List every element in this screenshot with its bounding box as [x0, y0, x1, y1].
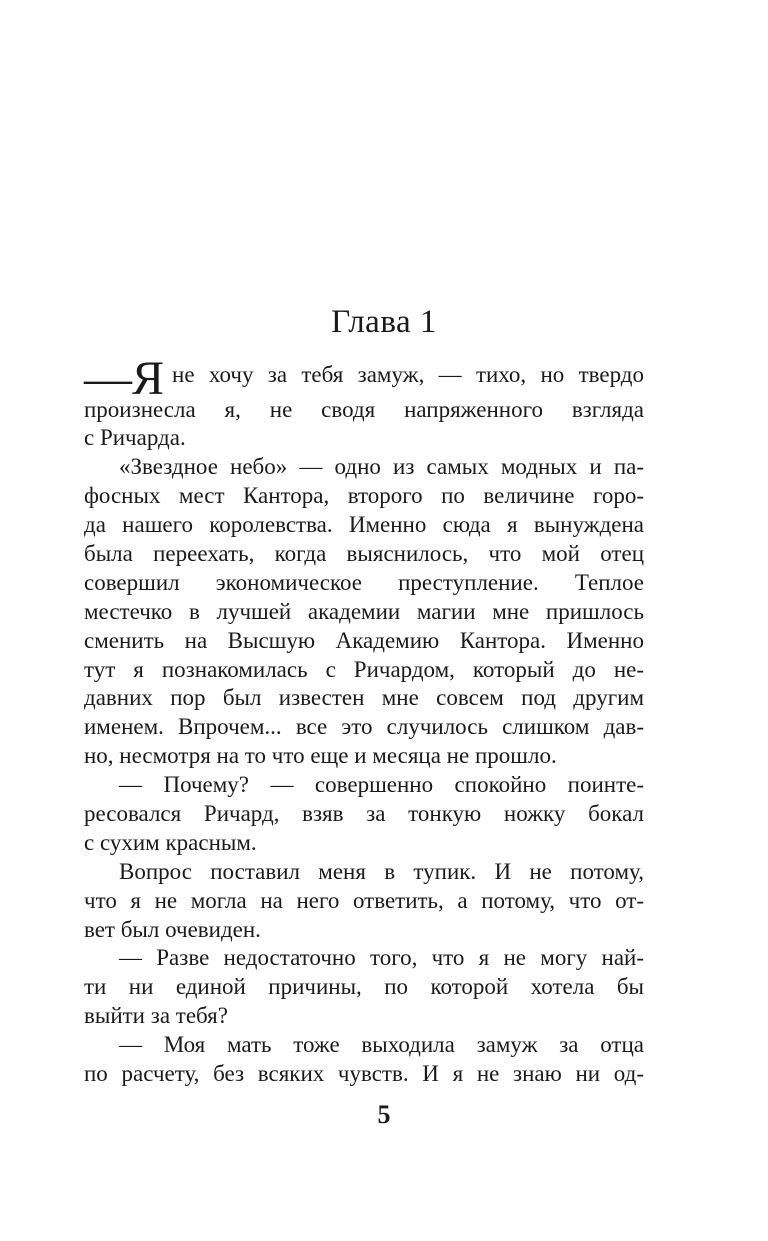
text-line: [84, 352, 644, 405]
text-line: [84, 1002, 644, 1031]
text-line-content: но, несмотря на то что еще и месяца не прошло.: [84, 743, 557, 769]
text-line: [84, 742, 644, 771]
text-line-content: была переехать, когда выяснилось, что мой отец: [84, 540, 644, 566]
text-line-content: — Разве недостаточно того, что я не могу най-: [119, 945, 644, 971]
text-line: [84, 482, 644, 511]
text-line: [84, 511, 644, 540]
drop-cap: —Я: [84, 352, 165, 405]
text-line-content: с сухим красным.: [84, 829, 257, 855]
text-line: [84, 453, 644, 482]
text-line: [84, 396, 644, 425]
text-line-content: ти ни единой причины, по которой хотела бы: [84, 974, 644, 1000]
text-line: [84, 540, 644, 569]
text-line-content: вет был очевиден.: [84, 916, 261, 942]
text-line: [84, 800, 644, 829]
text-line-content: «Звездное небо» — одно из самых модных и па-: [119, 454, 644, 480]
text-line: [84, 1031, 644, 1060]
text-line-content: что я не могла на него ответить, а потому, что от-: [84, 887, 644, 913]
text-line-content: не хочу за тебя замуж, — тихо, но твердо: [172, 362, 644, 387]
text-line-content: именем. Впрочем... все это случилось слишком дав-: [84, 714, 644, 740]
text-line-content: по расчету, без всяких чувств. И я не знаю ни од-: [84, 1060, 644, 1086]
text-line: [84, 916, 644, 945]
text-line-content: ресовался Ричард, взяв за тонкую ножку бокал: [84, 800, 644, 826]
text-line: [84, 424, 644, 453]
body-text: [84, 354, 644, 1089]
text-line: [84, 1060, 644, 1089]
page-number: 5: [377, 1100, 391, 1129]
text-line-content: Вопрос поставил меня в тупик. И не потому,: [119, 858, 644, 884]
text-line: [84, 569, 644, 598]
text-line: [84, 656, 644, 685]
text-line: [84, 944, 644, 973]
text-line-content: — Моя мать тоже выходила замуж за отца: [119, 1032, 644, 1058]
text-line-content: сменить на Высшую Академию Кантора. Именно: [84, 627, 644, 653]
text-line: [84, 598, 644, 627]
text-line: [84, 627, 644, 656]
text-line: [84, 829, 644, 858]
text-line: [84, 858, 644, 887]
text-line-content: фосных мест Кантора, второго по величине горо-: [84, 483, 644, 509]
chapter-title: Глава 1: [331, 304, 437, 340]
text-line: [84, 973, 644, 1002]
text-line-content: совершил экономическое преступление. Теплое: [84, 569, 644, 595]
text-line: [84, 887, 644, 916]
text-line-content: да нашего королевства. Именно сюда я вынуждена: [84, 512, 644, 538]
text-line: [84, 713, 644, 742]
text-line-content: — Почему? — совершенно спокойно поинте-: [119, 772, 644, 798]
text-line-content: выйти за тебя?: [84, 1003, 228, 1029]
text-line-content: тут я познакомилась с Ричардом, который до не-: [84, 656, 644, 682]
text-line-content: местечко в лучшей академии магии мне пришлось: [84, 598, 644, 624]
text-line-content: произнесла я, не сводя напряженного взгляда: [84, 396, 644, 422]
text-line-content: с Ричарда.: [84, 425, 186, 451]
text-line-content: давних пор был известен мне совсем под другим: [84, 685, 644, 711]
text-line: [84, 771, 644, 800]
text-line: [84, 684, 644, 713]
